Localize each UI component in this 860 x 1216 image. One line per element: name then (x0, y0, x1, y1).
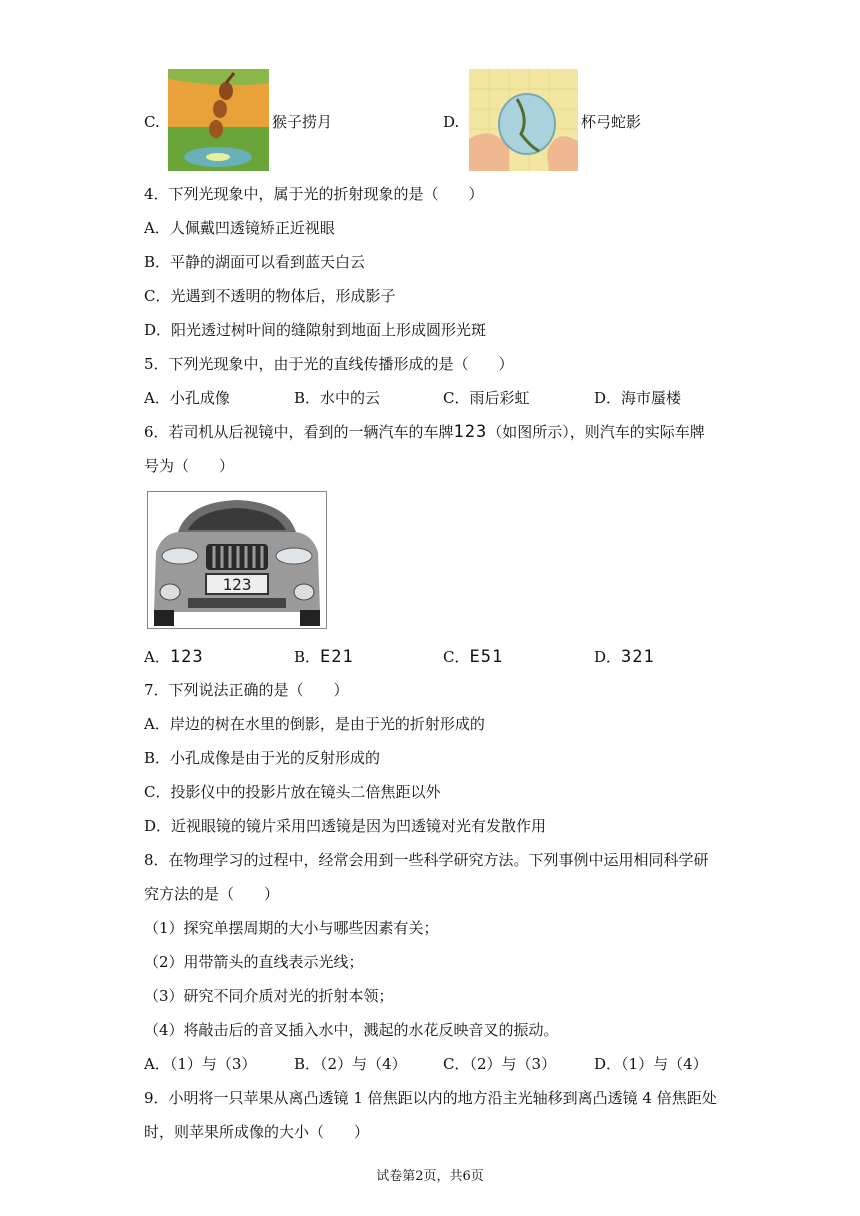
q7-option-a: A．岸边的树在水里的倒影，是由于光的折射形成的 (144, 715, 485, 733)
question-6-stem-line1 (144, 422, 705, 442)
monkey-moon-illustration (168, 69, 269, 171)
page-footer: 试卷第2页，共6页 (376, 1169, 484, 1184)
q3-option-d-text: 杯弓蛇影 (581, 113, 642, 131)
q8-option-b: B．（2）与（4） (294, 1055, 407, 1073)
car-plate-text: 123 (222, 575, 252, 594)
question-8-stem-line1: 8．在物理学习的过程中，经常会用到一些科学研究方法。下列事例中运用相同科学研 (144, 851, 709, 869)
q6-option-a: A．123 (144, 647, 204, 667)
question-9-stem-line2: 时，则苹果所成像的大小（ ） (144, 1123, 370, 1141)
q4-option-a: A．人佩戴凹透镜矫正近视眼 (144, 219, 335, 237)
cup-snake-illustration (469, 69, 578, 171)
q6-option-c: C．E51 (443, 647, 504, 667)
q8-option-c: C．（2）与（3） (443, 1055, 557, 1073)
q6-option-a-value: 123 (169, 647, 204, 667)
q6-option-d-value: 321 (621, 647, 655, 667)
q5-option-d: D．海市蜃楼 (594, 389, 682, 407)
q5-option-a: A．小孔成像 (144, 389, 230, 407)
q6-option-c-value: E51 (469, 647, 504, 667)
q3-option-c-text: 猴子捞月 (272, 113, 333, 131)
q4-option-d: D．阳光透过树叶间的缝隙射到地面上形成圆形光斑 (144, 321, 487, 339)
q7-option-c: C．投影仪中的投影片放在镜头二倍焦距以外 (144, 783, 441, 801)
question-9-stem-line1: 9．小明将一只苹果从离凸透镜 1 倍焦距以内的地方沿主光轴移到离凸透镜 4 倍焦距处 (144, 1089, 717, 1107)
car-front-illustration (147, 491, 327, 629)
question-7-stem: 7．下列说法正确的是（ ） (144, 681, 349, 699)
q8-item-4: （4）将敲击后的音叉插入水中，溅起的水花反映音叉的振动。 (144, 1021, 559, 1039)
q6-stem-a: 6．若司机从后视镜中，看到的一辆汽车的车牌 (144, 423, 454, 441)
q8-option-d: D．（1）与（4） (594, 1055, 708, 1073)
question-6-stem-line2: 号为（ ） (144, 457, 235, 475)
q5-option-b: B．水中的云 (294, 389, 381, 407)
question-5-stem: 5．下列光现象中，由于光的直线传播形成的是（ ） (144, 355, 514, 373)
q6-stem-plate: 123 (453, 422, 488, 442)
q4-option-b: B．平静的湖面可以看到蓝天白云 (144, 253, 366, 271)
q8-item-2: （2）用带箭头的直线表示光线； (144, 953, 364, 971)
q7-option-d: D．近视眼镜的镜片采用凹透镜是因为凹透镜对光有发散作用 (144, 817, 547, 835)
q6-option-d: D．321 (594, 647, 655, 667)
q4-option-c: C．光遇到不透明的物体后，形成影子 (144, 287, 396, 305)
q6-option-b-value: E21 (320, 647, 354, 667)
q6-option-b: B．E21 (294, 647, 354, 667)
q3-option-d-letter: D. (443, 113, 460, 131)
q5-option-c: C．雨后彩虹 (443, 389, 530, 407)
q7-option-b: B．小孔成像是由于光的反射形成的 (144, 749, 381, 767)
q6-stem-b: （如图所示），则汽车的实际车牌 (487, 423, 705, 441)
question-4-stem: 4．下列光现象中，属于光的折射现象的是（ ） (144, 185, 484, 203)
q8-option-a: A．（1）与（3） (144, 1055, 257, 1073)
q3-option-c-letter: C. (144, 113, 160, 131)
q8-item-1: （1）探究单摆周期的大小与哪些因素有关； (144, 919, 439, 937)
question-8-stem-line2: 究方法的是（ ） (144, 885, 280, 903)
q8-item-3: （3）研究不同介质对光的折射本领； (144, 987, 394, 1005)
